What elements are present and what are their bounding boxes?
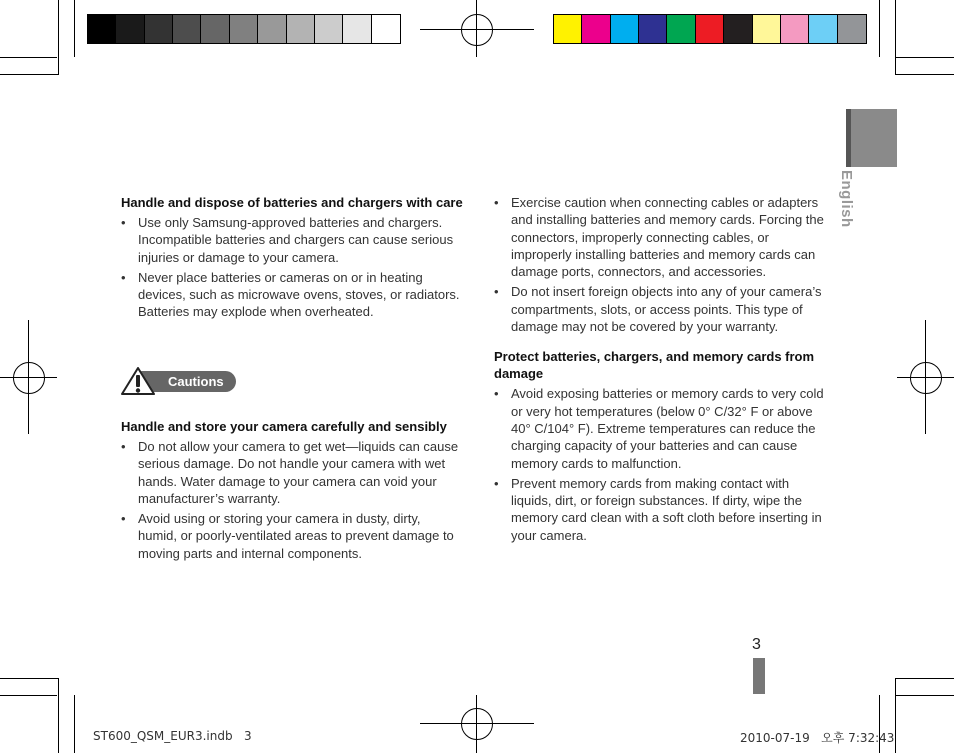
color-swatch (781, 15, 809, 43)
page-number: 3 (752, 636, 761, 653)
language-label: English (838, 170, 855, 228)
list-item: • Prevent memory cards from making contact with liquids, dirt, or foreign substances. If dirty, wipe the memory card clean with a soft cloth before inserting in your camera. (494, 475, 830, 544)
footer-filename: ST600_QSM_EUR3.indb 3 (93, 729, 252, 743)
protect-list (494, 385, 830, 544)
footer-timestamp: 2010-07-19 오후 7:32:43 (740, 731, 895, 745)
left-column-lower (121, 418, 463, 565)
color-swatch (258, 15, 286, 43)
list-item: • Never place batteries or cameras on or in heating devices, such as microwave ovens, stoves, or radiators. Batteries may explode when overheated. (121, 269, 463, 321)
section-heading-batteries: Handle and dispose of batteries and chargers with care (121, 195, 463, 210)
list-item: • Do not allow your camera to get wet—liquids can cause serious damage. Do not handle your camera with wet hands. Water damage to your camera can void your manufacturer’s warranty. (121, 438, 463, 507)
color-swatch (201, 15, 229, 43)
color-swatch (372, 15, 400, 43)
left-column (121, 194, 463, 324)
color-swatch (145, 15, 173, 43)
color-swatch (696, 15, 724, 43)
battery-list (121, 214, 463, 321)
color-swatch (639, 15, 667, 43)
list-item: • Avoid using or storing your camera in dusty, dirty, humid, or poorly-ventilated areas to prevent damage to moving parts and internal components. (121, 510, 463, 562)
color-swatch (554, 15, 582, 43)
color-swatch (611, 15, 639, 43)
list-item: • Exercise caution when connecting cables or adapters and installing batteries and memory cards. Forcing the connectors, improperly connecting cables, or improperly installing batteries and memory cards can damage ports, connectors, and accessories. (494, 194, 830, 280)
grayscale-color-bar (87, 14, 401, 44)
list-item: • Do not insert foreign objects into any of your camera’s compartments, slots, or access points. This type of damage may not be covered by your warranty. (494, 283, 830, 335)
page-number-bar (753, 658, 765, 694)
cautions-label: Cautions (132, 371, 236, 392)
camera-care-list (121, 438, 463, 562)
color-swatch (667, 15, 695, 43)
color-swatch (838, 15, 866, 43)
color-swatch (809, 15, 837, 43)
language-tab (846, 109, 897, 167)
warning-icon (120, 366, 156, 396)
color-swatch (88, 15, 116, 43)
cautions-badge (120, 366, 236, 396)
color-swatch (173, 15, 201, 43)
color-swatch (287, 15, 315, 43)
section-heading-handle-camera: Handle and store your camera carefully and sensibly (121, 419, 447, 434)
language-tab-edge (846, 109, 851, 167)
list-item: • Use only Samsung-approved batteries and chargers. Incompatible batteries and chargers can cause serious injuries or damage to your camera. (121, 214, 463, 266)
color-swatch (116, 15, 144, 43)
color-swatch (753, 15, 781, 43)
color-swatch (724, 15, 752, 43)
color-swatch (230, 15, 258, 43)
color-swatch (582, 15, 610, 43)
color-swatch (343, 15, 371, 43)
connection-caution-list (494, 194, 830, 335)
process-color-bar (553, 14, 867, 44)
color-swatch (315, 15, 343, 43)
right-column (494, 194, 830, 547)
list-item: • Avoid exposing batteries or memory cards to very cold or very hot temperatures (below 0° C/32° F or above 40° C/104° F). Extreme temperatures can reduce the charging capacity of your batteries and can cause memory cards to malfunction. (494, 385, 830, 471)
section-heading-protect: Protect batteries, chargers, and memory cards from damage (494, 349, 815, 382)
